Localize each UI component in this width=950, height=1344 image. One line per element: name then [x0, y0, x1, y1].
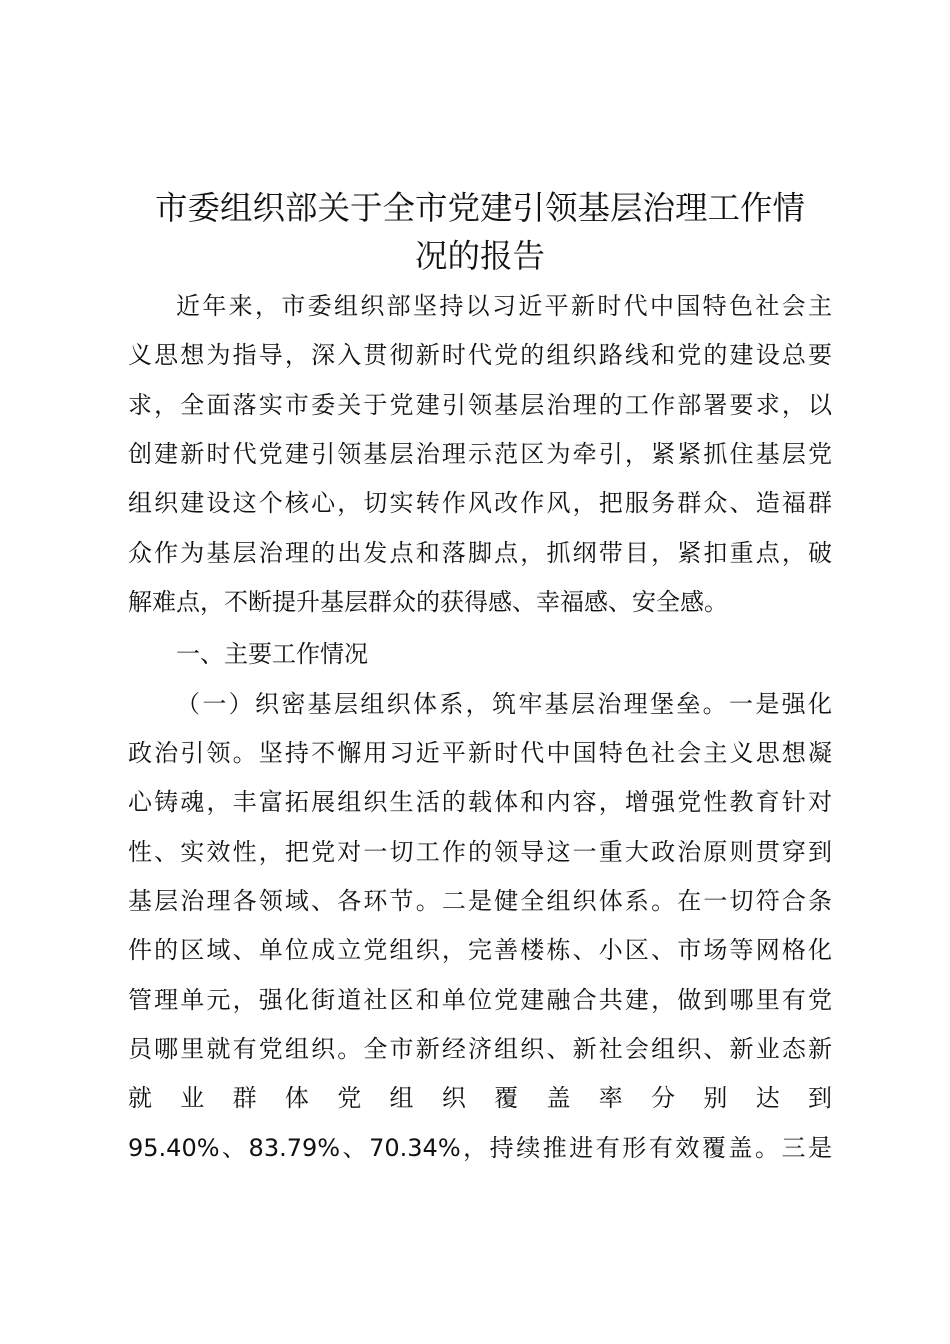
- section-line-1: （一）织密基层组织体系，筑牢基层治理堡垒。一是强化: [176, 690, 832, 718]
- section-line-10: 95.40%、83.79%、70.34%，持续推进有形有效覆盖。三是: [128, 1134, 832, 1162]
- intro-line-5: 组织建设这个核心，切实转作风改作风，把服务群众、造福群: [128, 489, 832, 517]
- section-line-5: 基层治理各领域、各环节。二是健全组织体系。在一切符合条: [128, 887, 832, 915]
- intro-line-3: 求，全面落实市委关于党建引领基层治理的工作部署要求，以: [128, 391, 832, 419]
- title-line-1: 市委组织部关于全市党建引领基层治理工作情: [154, 189, 805, 227]
- intro-line-1: 近年来，市委组织部坚持以习近平新时代中国特色社会主: [176, 292, 832, 320]
- section-line-8: 员哪里就有党组织。全市新经济组织、新社会组织、新业态新: [128, 1035, 832, 1063]
- intro-line-2: 义思想为指导，深入贯彻新时代党的组织路线和党的建设总要: [128, 341, 832, 369]
- intro-line-4: 创建新时代党建引领基层治理示范区为牵引，紧紧抓住基层党: [128, 440, 832, 468]
- intro-line-7: 解难点，不断提升基层群众的获得感、幸福感、安全感。: [128, 588, 728, 616]
- title-line-2: 况的报告: [414, 237, 545, 275]
- section-line-6: 件的区域、单位成立党组织，完善楼栋、小区、市场等网格化: [128, 936, 832, 964]
- section-heading: 一、主要工作情况: [176, 640, 368, 668]
- section-line-2: 政治引领。坚持不懈用习近平新时代中国特色社会主义思想凝: [128, 739, 832, 767]
- section-line-9: 就业群体党组织覆盖率分别达到: [128, 1084, 832, 1112]
- intro-line-6: 众作为基层治理的出发点和落脚点，抓纲带目，紧扣重点，破: [128, 539, 832, 567]
- section-line-4: 性、实效性，把党对一切工作的领导这一重大政治原则贯穿到: [128, 838, 832, 866]
- section-line-7: 管理单元，强化街道社区和单位党建融合共建，做到哪里有党: [128, 986, 832, 1014]
- section-line-3: 心铸魂，丰富拓展组织生活的载体和内容，增强党性教育针对: [128, 788, 832, 816]
